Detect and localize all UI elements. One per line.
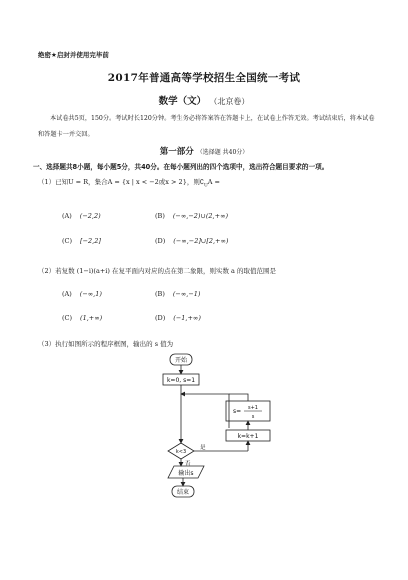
option-text: (−2,2): [79, 212, 101, 220]
option-text: [−2,2]: [80, 237, 101, 245]
q1-stem-sub: U: [203, 183, 208, 189]
option-label: (D): [155, 314, 166, 322]
end-label: 结束: [176, 489, 190, 496]
option-label: (B): [155, 212, 165, 220]
option-text: (−∞,−2]∪[2,+∞): [173, 237, 229, 245]
option-text: (−∞,−2)∪(2,+∞): [172, 212, 229, 220]
increment-label: k=k+1: [237, 433, 259, 440]
q1-stem-text: （1）已知U = R，集合A = {x | x < −2或x > 2}，则∁: [38, 178, 204, 186]
option-label: (B): [155, 290, 165, 298]
section-instructions: 一、选择题共8小题，每小题5分，共40分。在每小题列出的四个选项中，选出符合题目要求的一项。: [33, 163, 329, 171]
option-label: (C): [62, 314, 73, 322]
fraction-numerator: s+1: [248, 405, 258, 411]
init-label: k=0, s=1: [166, 377, 196, 384]
question-2-stem: （2）若复数 (1−i)(a+i) 在复平面内对应的点在第二象限，则实数 a 的取值范围是: [38, 267, 276, 275]
yes-label: 是: [200, 445, 206, 451]
option-text: (−∞,−1): [172, 290, 201, 298]
part-one-title: 第一部分: [159, 147, 194, 157]
option-label: (D): [155, 237, 166, 245]
fraction-denominator: s: [251, 414, 255, 420]
option-text: (−1,+∞): [173, 314, 201, 322]
option-text: (−∞,1): [79, 290, 102, 298]
option-label: (A): [62, 290, 72, 298]
condition-label: k<3: [175, 449, 187, 455]
subject-label: 数学（文）: [158, 96, 207, 107]
assign-s-label: s=: [233, 408, 242, 415]
option-label: (A): [62, 212, 72, 220]
option-text: (1,+∞): [80, 314, 103, 322]
exam-title: 2017年普通高等学校招生全国统一考试: [107, 72, 301, 84]
start-label: 开始: [174, 357, 188, 364]
confidential-mark: 绝密★启封并使用完毕前: [38, 51, 109, 59]
q1-stem-end: A =: [207, 178, 220, 186]
region-label: （北京卷）: [209, 97, 250, 106]
output-label: 输出s: [178, 470, 194, 477]
option-label: (C): [62, 237, 73, 245]
part-one-note: （选择题 共40分）: [196, 149, 249, 156]
no-label: 否: [185, 461, 191, 467]
exam-notice: 本试卷共5页，150分。考试时长120分钟。考生务必将答案答在答题卡上，在试卷上作答无效。考试结束后，将本试卷和答题卡一并交回。: [38, 115, 375, 138]
question-3-stem: （3）执行如图所示的程序框图，输出的 s 值为: [38, 340, 174, 348]
